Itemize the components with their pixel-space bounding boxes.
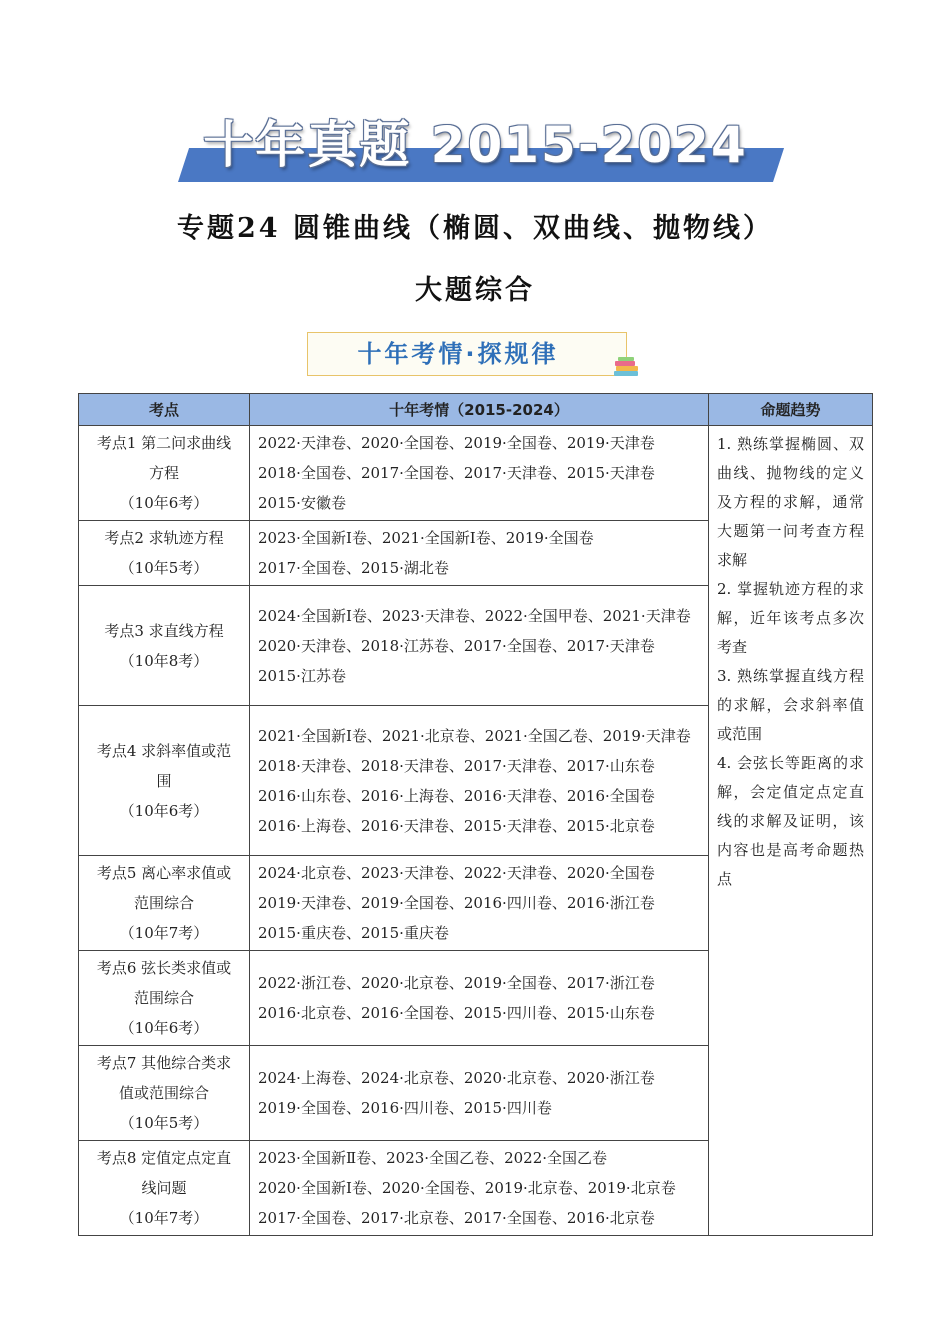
papers-cell xyxy=(250,856,709,951)
header-trend: 命题趋势 xyxy=(709,394,873,426)
header-papers: 十年考情（2015-2024） xyxy=(250,394,709,426)
topic-cell xyxy=(79,586,250,706)
topic-line: 值或范围综合 xyxy=(118,1084,209,1102)
topic-cell xyxy=(79,521,250,586)
section-badge-label: 十年考情·探规律 xyxy=(357,340,559,368)
table-row xyxy=(79,426,873,521)
papers-cell xyxy=(250,426,709,521)
paper-line: 2017·全国卷、2015·湖北卷 xyxy=(258,559,449,577)
topic-cell xyxy=(79,951,250,1046)
topic-line: （10年5考） xyxy=(119,1114,209,1132)
table-header-row xyxy=(79,394,873,426)
topic-subtitle: 大题综合 xyxy=(415,275,535,306)
books-icon xyxy=(612,356,642,380)
papers-cell xyxy=(250,1046,709,1141)
paper-line: 2022·天津卷、2020·全国卷、2019·全国卷、2019·天津卷 xyxy=(258,434,655,452)
topic-line: 考点4 求斜率值或范 xyxy=(96,741,232,760)
topic-line: 范围综合 xyxy=(133,989,194,1007)
paper-line: 2024·北京卷、2023·天津卷、2022·天津卷、2020·全国卷 xyxy=(258,864,655,882)
topic-line: 考点2 求轨迹方程 xyxy=(104,529,224,547)
paper-line: 2023·全国新Ⅱ卷、2023·全国乙卷、2022·全国乙卷 xyxy=(258,1149,608,1167)
paper-line: 2016·北京卷、2016·全国卷、2015·四川卷、2015·山东卷 xyxy=(258,1004,655,1022)
paper-line: 2015·安徽卷 xyxy=(258,494,346,512)
topic-cell xyxy=(79,426,250,521)
topic-cell xyxy=(79,1141,250,1236)
paper-line: 2018·天津卷、2018·天津卷、2017·天津卷、2017·山东卷 xyxy=(258,756,655,775)
topic-line: 考点3 求直线方程 xyxy=(104,621,224,640)
topic-line: 考点7 其他综合类求 xyxy=(96,1054,232,1072)
papers-cell xyxy=(250,586,709,706)
papers-cell xyxy=(250,706,709,856)
paper-line: 2015·重庆卷、2015·重庆卷 xyxy=(258,924,449,942)
topic-line: （10年8考） xyxy=(119,651,209,670)
title-banner xyxy=(178,112,773,184)
topic-line: 范围综合 xyxy=(133,894,194,912)
paper-line: 2024·上海卷、2024·北京卷、2020·北京卷、2020·浙江卷 xyxy=(258,1069,655,1087)
topic-cell xyxy=(79,1046,250,1141)
paper-line: 2016·上海卷、2016·天津卷、2015·天津卷、2015·北京卷 xyxy=(258,816,655,835)
topic-line: 考点6 弦长类求值或 xyxy=(96,959,232,977)
paper-line: 2017·全国卷、2017·北京卷、2017·全国卷、2016·北京卷 xyxy=(258,1209,655,1227)
header-topic: 考点 xyxy=(79,394,250,426)
section-badge xyxy=(307,332,627,376)
topic-line: 考点8 定值定点定直 xyxy=(96,1149,232,1167)
banner-title: 十年真题 2015-2024 xyxy=(203,116,748,174)
topic-line: 考点5 离心率求值或 xyxy=(96,864,232,882)
papers-cell xyxy=(250,1141,709,1236)
topic-title: 专题24 圆锥曲线（椭圆、双曲线、抛物线） xyxy=(177,213,773,244)
paper-line: 2018·全国卷、2017·全国卷、2017·天津卷、2015·天津卷 xyxy=(258,464,655,482)
paper-line: 2016·山东卷、2016·上海卷、2016·天津卷、2016·全国卷 xyxy=(258,786,655,805)
topic-line: （10年6考） xyxy=(119,801,209,820)
paper-line: 2019·全国卷、2016·四川卷、2015·四川卷 xyxy=(258,1099,552,1117)
topic-line: 考点1 第二问求曲线 xyxy=(96,434,232,452)
topic-line: （10年6考） xyxy=(119,494,209,512)
papers-cell xyxy=(250,521,709,586)
papers-cell xyxy=(250,951,709,1046)
trend-cell xyxy=(709,426,873,1236)
trend-item: 1. 熟练掌握椭圆、双曲线、抛物线的定义及方程的求解，通常大题第一问考查方程求解 xyxy=(717,435,864,569)
paper-line: 2020·天津卷、2018·江苏卷、2017·全国卷、2017·天津卷 xyxy=(258,636,655,655)
topic-cell xyxy=(79,706,250,856)
exam-analysis-table xyxy=(78,393,873,1236)
paper-line: 2024·全国新Ⅰ卷、2023·天津卷、2022·全国甲卷、2021·天津卷 xyxy=(258,606,691,625)
topic-line: 围 xyxy=(156,771,172,790)
paper-line: 2020·全国新Ⅰ卷、2020·全国卷、2019·北京卷、2019·北京卷 xyxy=(258,1179,676,1197)
paper-line: 2019·天津卷、2019·全国卷、2016·四川卷、2016·浙江卷 xyxy=(258,894,655,912)
paper-line: 2022·浙江卷、2020·北京卷、2019·全国卷、2017·浙江卷 xyxy=(258,974,655,992)
trend-item: 3. 熟练掌握直线方程的求解，会求斜率值或范围 xyxy=(717,667,864,743)
topic-line: 线问题 xyxy=(141,1179,187,1197)
trend-item: 4. 会弦长等距离的求解，会定值定点定直线的求解及证明，该内容也是高考命题热点 xyxy=(717,754,864,888)
paper-line: 2021·全国新Ⅰ卷、2021·北京卷、2021·全国乙卷、2019·天津卷 xyxy=(258,726,691,745)
topic-line: （10年6考） xyxy=(119,1019,209,1037)
topic-line: （10年7考） xyxy=(119,924,209,942)
topic-cell xyxy=(79,856,250,951)
topic-line: （10年5考） xyxy=(119,559,209,577)
paper-line: 2015·江苏卷 xyxy=(258,666,346,685)
topic-line: 方程 xyxy=(148,464,179,482)
trend-item: 2. 掌握轨迹方程的求解，近年该考点多次考查 xyxy=(717,580,864,656)
paper-line: 2023·全国新Ⅰ卷、2021·全国新Ⅰ卷、2019·全国卷 xyxy=(258,529,594,547)
topic-line: （10年7考） xyxy=(119,1209,209,1227)
